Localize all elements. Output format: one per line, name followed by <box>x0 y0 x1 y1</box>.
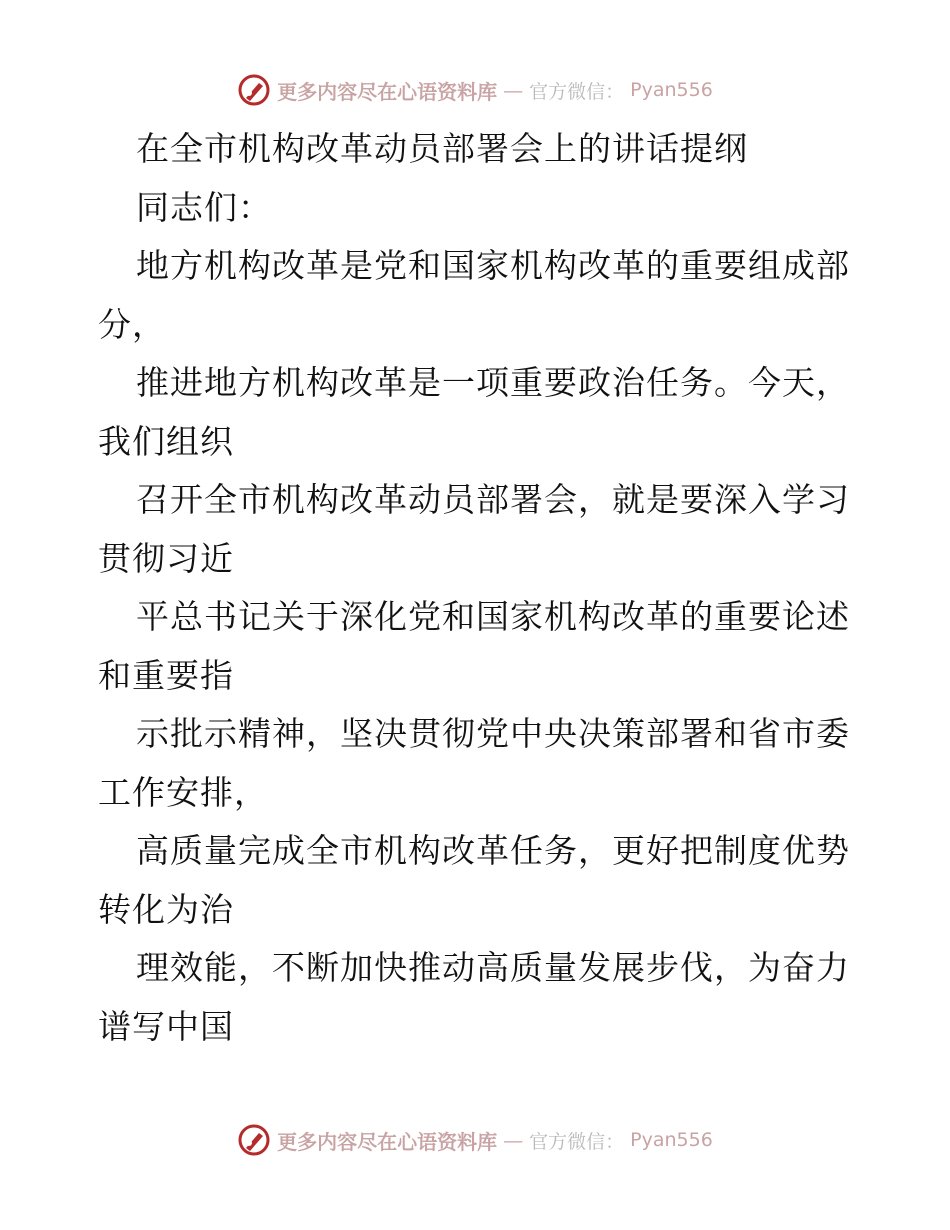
header-watermark <box>0 70 950 110</box>
watermark-text: 更多内容尽在心语资料库 <box>277 79 498 104</box>
body-line: 示批示精神，坚决贯彻党中央决策部署和省市委 <box>136 714 850 753</box>
body-line: 平总书记关于深化党和国家机构改革的重要论述 <box>136 597 850 636</box>
body-line: 召开全市机构改革动员部署会，就是要深入学习 <box>136 480 850 519</box>
body-line: 我们组织 <box>98 421 234 461</box>
watermark-dash: — <box>503 78 524 102</box>
footer-watermark <box>0 1120 950 1160</box>
watermark-account: Pyan556 <box>630 79 713 101</box>
body-line: 转化为治 <box>98 889 234 929</box>
pen-logo-icon <box>237 1123 271 1157</box>
watermark-label: 官方微信： <box>529 1130 625 1153</box>
document-title: 在全市机构改革动员部署会上的讲话提纲 <box>136 129 748 168</box>
body-line: 高质量完成全市机构改革任务，更好把制度优势 <box>136 831 850 870</box>
body-line: 理效能，不断加快推动高质量发展步伐，为奋力 <box>136 948 850 987</box>
body-line: 谱写中国 <box>98 1006 234 1046</box>
watermark-label: 官方微信： <box>529 80 625 103</box>
watermark-text: 更多内容尽在心语资料库 <box>277 1129 498 1154</box>
body-line: 工作安排， <box>98 772 268 812</box>
body-line: 分， <box>98 304 166 344</box>
pen-logo-icon <box>237 73 271 107</box>
watermark-dash: — <box>503 1128 524 1152</box>
document-body <box>98 120 858 1056</box>
body-line: 地方机构改革是党和国家机构改革的重要组成部 <box>136 246 850 285</box>
watermark-account: Pyan556 <box>630 1129 713 1151</box>
greeting: 同志们： <box>136 187 272 227</box>
body-line: 和重要指 <box>98 655 234 695</box>
body-line: 推进地方机构改革是一项重要政治任务。今天， <box>136 363 850 402</box>
body-line: 贯彻习近 <box>98 538 234 578</box>
